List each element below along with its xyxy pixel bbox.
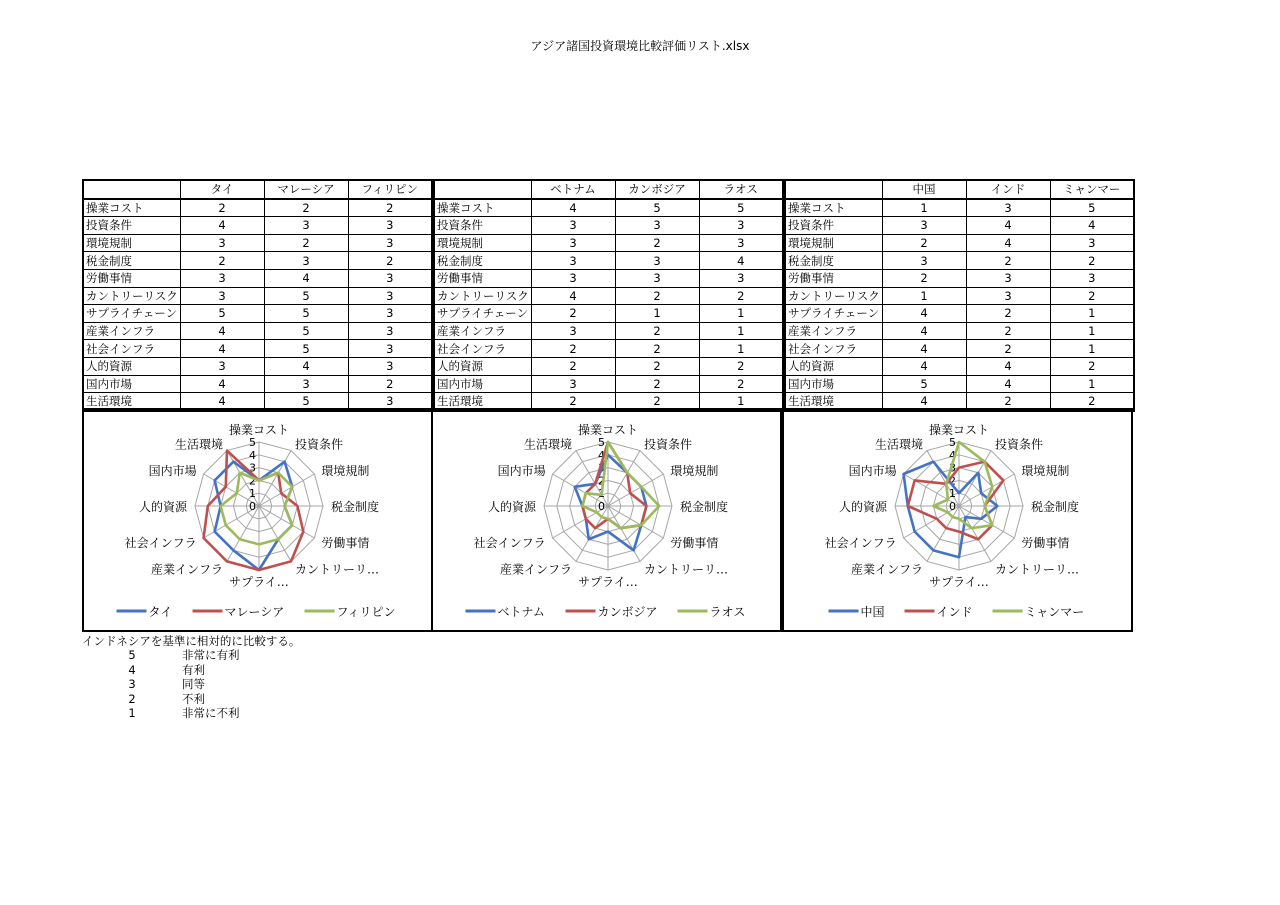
score-cell: 3: [882, 217, 966, 235]
score-cell: 1: [615, 305, 699, 323]
category-label: サプライ…: [929, 575, 989, 589]
score-cell: 4: [180, 340, 264, 358]
item-label: 投資条件: [785, 217, 882, 235]
category-label: 税金制度: [331, 500, 380, 514]
item-label: 税金制度: [434, 252, 531, 270]
score-cell: 4: [882, 393, 966, 411]
legend-label: ミャンマー: [1024, 605, 1085, 619]
axis-tick-label: 1: [598, 487, 605, 501]
score-cell: 1: [699, 305, 783, 323]
axis-tick-label: 2: [949, 474, 956, 488]
category-label: 投資条件: [295, 437, 344, 452]
category-label: 環境規制: [1021, 464, 1070, 478]
score-cell: 2: [348, 252, 432, 270]
scale-row: [82, 663, 300, 677]
scale-score: 5: [128, 648, 136, 663]
country-header: ラオス: [699, 180, 783, 199]
country-header: マレーシア: [264, 180, 348, 199]
table-row: [83, 287, 432, 305]
item-label: 操業コスト: [785, 199, 882, 217]
score-cell: 3: [1050, 234, 1134, 252]
table-row: [785, 305, 1134, 323]
item-label: 環境規制: [83, 234, 180, 252]
axis-tick-label: 4: [249, 448, 256, 462]
country-header: フィリピン: [348, 180, 432, 199]
table-row: [434, 199, 783, 217]
score-cell: 2: [615, 287, 699, 305]
score-cell: 2: [966, 340, 1050, 358]
category-label: 生活環境: [874, 437, 923, 452]
score-cell: 5: [882, 375, 966, 393]
category-label: 労働事情: [670, 536, 719, 550]
item-label: 人的資源: [83, 357, 180, 375]
category-label: カントリーリ…: [295, 562, 380, 577]
table-row: [83, 322, 432, 340]
score-cell: 1: [699, 322, 783, 340]
legend-label: 中国: [860, 605, 885, 619]
table-row: [83, 234, 432, 252]
table-row: [434, 340, 783, 358]
item-label: 投資条件: [434, 217, 531, 235]
item-label: 社会インフラ: [434, 340, 531, 358]
category-label: 人的資源: [487, 500, 536, 514]
score-cell: 5: [699, 199, 783, 217]
table-row: [83, 199, 432, 217]
score-cell: 1: [1050, 340, 1134, 358]
item-label: 産業インフラ: [434, 322, 531, 340]
legend-label: ラオス: [709, 605, 746, 619]
score-cell: 4: [882, 357, 966, 375]
item-label: 労働事情: [785, 269, 882, 287]
score-cell: 4: [180, 375, 264, 393]
table-header-row: [785, 180, 1134, 199]
category-label: 国内市場: [848, 464, 897, 478]
score-cell: 3: [699, 217, 783, 235]
item-label: 労働事情: [434, 269, 531, 287]
table-row: [434, 305, 783, 323]
header-blank-cell: [434, 180, 531, 199]
scale-row: [82, 648, 300, 662]
scale-label: 非常に不利: [182, 706, 240, 721]
score-cell: 3: [264, 217, 348, 235]
item-label: 人的資源: [434, 357, 531, 375]
item-label: 環境規制: [785, 234, 882, 252]
table-row: [785, 340, 1134, 358]
score-cell: 2: [264, 234, 348, 252]
table-header-row: [434, 180, 783, 199]
score-cell: 4: [180, 322, 264, 340]
axis-tick-label: 4: [598, 448, 605, 462]
table-row: [434, 234, 783, 252]
country-header: ベトナム: [531, 180, 615, 199]
score-cell: 4: [180, 393, 264, 411]
score-cell: 2: [615, 357, 699, 375]
scale-label: 有利: [182, 662, 205, 677]
score-cell: 5: [180, 305, 264, 323]
category-label: 環境規制: [321, 464, 370, 478]
item-label: 産業インフラ: [785, 322, 882, 340]
header-blank-cell: [785, 180, 882, 199]
item-label: 社会インフラ: [83, 340, 180, 358]
axis-tick-label: 3: [598, 461, 605, 475]
score-cell: 1: [882, 199, 966, 217]
radar-svg: [433, 410, 780, 630]
country-header: ミャンマー: [1050, 180, 1134, 199]
score-cell: 3: [531, 252, 615, 270]
score-cell: 2: [882, 234, 966, 252]
table-block-vietnam-cambodia-laos: [433, 179, 784, 412]
axis-tick-label: 4: [949, 448, 956, 462]
score-cell: 4: [531, 199, 615, 217]
legend-label: フィリピン: [336, 605, 396, 619]
score-cell: 4: [966, 234, 1050, 252]
score-cell: 3: [531, 269, 615, 287]
axis-tick-label: 0: [949, 500, 956, 513]
item-label: 生活環境: [785, 393, 882, 411]
table-row: [434, 357, 783, 375]
score-cell: 3: [348, 357, 432, 375]
score-cell: 2: [264, 199, 348, 217]
score-cell: 1: [1050, 305, 1134, 323]
table-row: [83, 357, 432, 375]
table-block-china-india-myanmar: [784, 179, 1135, 412]
table-row: [785, 199, 1134, 217]
score-cell: 5: [615, 199, 699, 217]
score-cell: 3: [966, 199, 1050, 217]
score-cell: 4: [882, 305, 966, 323]
item-label: サプライチェーン: [83, 305, 180, 323]
item-label: 産業インフラ: [83, 322, 180, 340]
category-label: 労働事情: [321, 536, 370, 550]
table-row: [434, 252, 783, 270]
item-label: サプライチェーン: [434, 305, 531, 323]
legend-label: ベトナム: [497, 605, 545, 619]
category-label: 産業インフラ: [150, 562, 223, 577]
axis-tick-label: 2: [249, 474, 256, 488]
category-label: 労働事情: [1021, 536, 1070, 550]
item-label: カントリーリスク: [785, 287, 882, 305]
category-label: 生活環境: [523, 437, 572, 452]
category-label: 操業コスト: [577, 423, 639, 437]
series-line: [221, 473, 293, 545]
category-label: 国内市場: [497, 464, 546, 478]
category-label: 産業インフラ: [850, 562, 923, 577]
table-block-thai-malaysia-philippines: [82, 179, 433, 412]
scale-row: [82, 692, 300, 706]
score-cell: 1: [1050, 322, 1134, 340]
score-cell: 2: [1050, 393, 1134, 411]
table-row: [83, 269, 432, 287]
score-cell: 5: [264, 340, 348, 358]
item-label: 投資条件: [83, 217, 180, 235]
score-cell: 3: [348, 393, 432, 411]
category-label: カントリーリ…: [995, 562, 1080, 577]
score-cell: 3: [180, 234, 264, 252]
score-cell: 4: [264, 269, 348, 287]
axis-tick-label: 1: [949, 487, 956, 501]
score-cell: 5: [264, 322, 348, 340]
scale-row: [82, 677, 300, 691]
score-cell: 2: [531, 340, 615, 358]
item-label: 操業コスト: [434, 199, 531, 217]
item-label: 労働事情: [83, 269, 180, 287]
score-cell: 3: [348, 217, 432, 235]
score-cell: 1: [699, 393, 783, 411]
score-cell: 4: [264, 357, 348, 375]
category-label: 操業コスト: [228, 423, 290, 437]
item-label: 社会インフラ: [785, 340, 882, 358]
category-label: 投資条件: [644, 437, 693, 452]
score-cell: 2: [966, 305, 1050, 323]
table-header-row: [83, 180, 432, 199]
legend-label: インド: [936, 605, 973, 619]
score-cell: 2: [699, 287, 783, 305]
axis-tick-label: 0: [598, 500, 605, 513]
item-label: 国内市場: [785, 375, 882, 393]
score-cell: 3: [180, 357, 264, 375]
score-table: [433, 179, 784, 412]
score-cell: 1: [699, 340, 783, 358]
score-cell: 3: [531, 234, 615, 252]
score-cell: 2: [966, 393, 1050, 411]
score-cell: 3: [348, 234, 432, 252]
category-label: 投資条件: [995, 437, 1044, 452]
score-cell: 3: [531, 375, 615, 393]
axis-tick-label: 0: [249, 500, 256, 513]
category-label: 社会インフラ: [473, 536, 546, 550]
item-label: サプライチェーン: [785, 305, 882, 323]
score-cell: 4: [1050, 217, 1134, 235]
axis-tick-label: 5: [949, 436, 956, 449]
score-cell: 2: [966, 322, 1050, 340]
score-cell: 3: [348, 269, 432, 287]
score-cell: 3: [264, 252, 348, 270]
scale-score: 4: [128, 662, 136, 677]
category-label: 生活環境: [174, 437, 223, 452]
scale-label: 非常に有利: [182, 648, 240, 663]
score-cell: 3: [180, 287, 264, 305]
radar-chart-1: [82, 408, 433, 632]
score-cell: 3: [966, 287, 1050, 305]
scale-row: [82, 706, 300, 720]
legend-label: カンボジア: [597, 605, 658, 619]
score-cell: 3: [348, 340, 432, 358]
score-cell: 2: [699, 375, 783, 393]
score-table: [784, 179, 1135, 412]
score-cell: 2: [180, 252, 264, 270]
legend-label: マレーシア: [224, 605, 285, 619]
score-cell: 2: [882, 269, 966, 287]
score-cell: 3: [615, 217, 699, 235]
score-cell: 2: [615, 340, 699, 358]
score-cell: 2: [348, 199, 432, 217]
table-row: [83, 252, 432, 270]
score-cell: 2: [531, 305, 615, 323]
table-row: [83, 340, 432, 358]
table-row: [434, 322, 783, 340]
score-cell: 2: [180, 199, 264, 217]
score-cell: 4: [966, 375, 1050, 393]
table-row: [83, 217, 432, 235]
item-label: カントリーリスク: [83, 287, 180, 305]
score-cell: 2: [1050, 287, 1134, 305]
category-label: 社会インフラ: [824, 536, 897, 550]
category-label: 環境規制: [670, 464, 719, 478]
table-row: [434, 269, 783, 287]
table-row: [785, 287, 1134, 305]
axis-tick-label: 3: [949, 461, 956, 475]
category-label: 税金制度: [680, 500, 729, 514]
footer-note: インドネシアを基準に相対的に比較する。: [82, 634, 301, 648]
axis-tick-label: 2: [598, 474, 605, 488]
document-title: アジア諸国投資環境比較評価リスト.xlsx: [530, 39, 750, 53]
item-label: 人的資源: [785, 357, 882, 375]
legend-label: タイ: [148, 605, 173, 619]
table-row: [785, 322, 1134, 340]
category-label: サプライ…: [578, 575, 638, 589]
scale-label: 同等: [182, 677, 205, 692]
axis-tick-label: 3: [249, 461, 256, 475]
item-label: 生活環境: [83, 393, 180, 411]
category-label: 人的資源: [138, 500, 187, 514]
radar-svg: [784, 410, 1131, 630]
score-cell: 1: [1050, 375, 1134, 393]
radar-chart-2: [431, 408, 782, 632]
score-cell: 2: [1050, 357, 1134, 375]
score-cell: 1: [882, 287, 966, 305]
score-cell: 3: [531, 322, 615, 340]
score-cell: 3: [966, 269, 1050, 287]
table-row: [434, 217, 783, 235]
score-cell: 2: [348, 375, 432, 393]
score-cell: 2: [699, 357, 783, 375]
scale-score: 1: [128, 706, 136, 721]
axis-tick-label: 5: [249, 436, 256, 449]
category-label: 税金制度: [1031, 500, 1080, 514]
item-label: 環境規制: [434, 234, 531, 252]
score-cell: 2: [1050, 252, 1134, 270]
table-row: [83, 305, 432, 323]
score-cell: 4: [966, 357, 1050, 375]
item-label: 国内市場: [434, 375, 531, 393]
table-row: [785, 217, 1134, 235]
table-row: [434, 287, 783, 305]
score-cell: 2: [531, 393, 615, 411]
score-table: [82, 179, 433, 412]
category-label: 国内市場: [148, 464, 197, 478]
score-cell: 3: [615, 252, 699, 270]
score-cell: 3: [264, 375, 348, 393]
score-cell: 2: [615, 375, 699, 393]
score-cell: 3: [348, 322, 432, 340]
category-label: 操業コスト: [928, 423, 990, 437]
score-cell: 2: [615, 393, 699, 411]
score-cell: 2: [615, 234, 699, 252]
score-cell: 2: [966, 252, 1050, 270]
axis-tick-label: 1: [249, 487, 256, 501]
radar-svg: [84, 410, 431, 630]
score-cell: 3: [699, 234, 783, 252]
score-cell: 3: [615, 269, 699, 287]
score-cell: 3: [180, 269, 264, 287]
scale-label: 不利: [182, 691, 205, 706]
score-cell: 5: [264, 393, 348, 411]
item-label: 税金制度: [785, 252, 882, 270]
category-label: 人的資源: [838, 500, 887, 514]
table-row: [785, 252, 1134, 270]
category-label: カントリーリ…: [644, 562, 729, 577]
score-cell: 4: [882, 322, 966, 340]
score-cell: 3: [1050, 269, 1134, 287]
score-cell: 3: [348, 305, 432, 323]
score-cell: 2: [615, 322, 699, 340]
item-label: 生活環境: [434, 393, 531, 411]
score-cell: 5: [1050, 199, 1134, 217]
table-row: [434, 375, 783, 393]
scale-score: 2: [128, 691, 136, 706]
radar-chart-3: [782, 408, 1133, 632]
header-blank-cell: [83, 180, 180, 199]
scale-score: 3: [128, 677, 136, 692]
score-cell: 2: [531, 357, 615, 375]
score-cell: 3: [348, 287, 432, 305]
category-label: 産業インフラ: [499, 562, 572, 577]
item-label: カントリーリスク: [434, 287, 531, 305]
score-cell: 3: [699, 269, 783, 287]
table-row: [83, 375, 432, 393]
score-cell: 4: [531, 287, 615, 305]
score-cell: 3: [882, 252, 966, 270]
score-cell: 4: [180, 217, 264, 235]
table-row: [785, 269, 1134, 287]
category-label: サプライ…: [229, 575, 289, 589]
axis-tick-label: 5: [598, 436, 605, 449]
item-label: 国内市場: [83, 375, 180, 393]
table-row: [785, 234, 1134, 252]
score-cell: 3: [531, 217, 615, 235]
category-label: 社会インフラ: [124, 536, 197, 550]
score-cell: 5: [264, 287, 348, 305]
item-label: 操業コスト: [83, 199, 180, 217]
country-header: カンボジア: [615, 180, 699, 199]
table-row: [785, 375, 1134, 393]
country-header: 中国: [882, 180, 966, 199]
score-cell: 4: [966, 217, 1050, 235]
table-row: [785, 357, 1134, 375]
score-cell: 5: [264, 305, 348, 323]
item-label: 税金制度: [83, 252, 180, 270]
country-header: インド: [966, 180, 1050, 199]
footer-legend: [82, 634, 300, 720]
score-cell: 4: [699, 252, 783, 270]
country-header: タイ: [180, 180, 264, 199]
score-cell: 4: [882, 340, 966, 358]
